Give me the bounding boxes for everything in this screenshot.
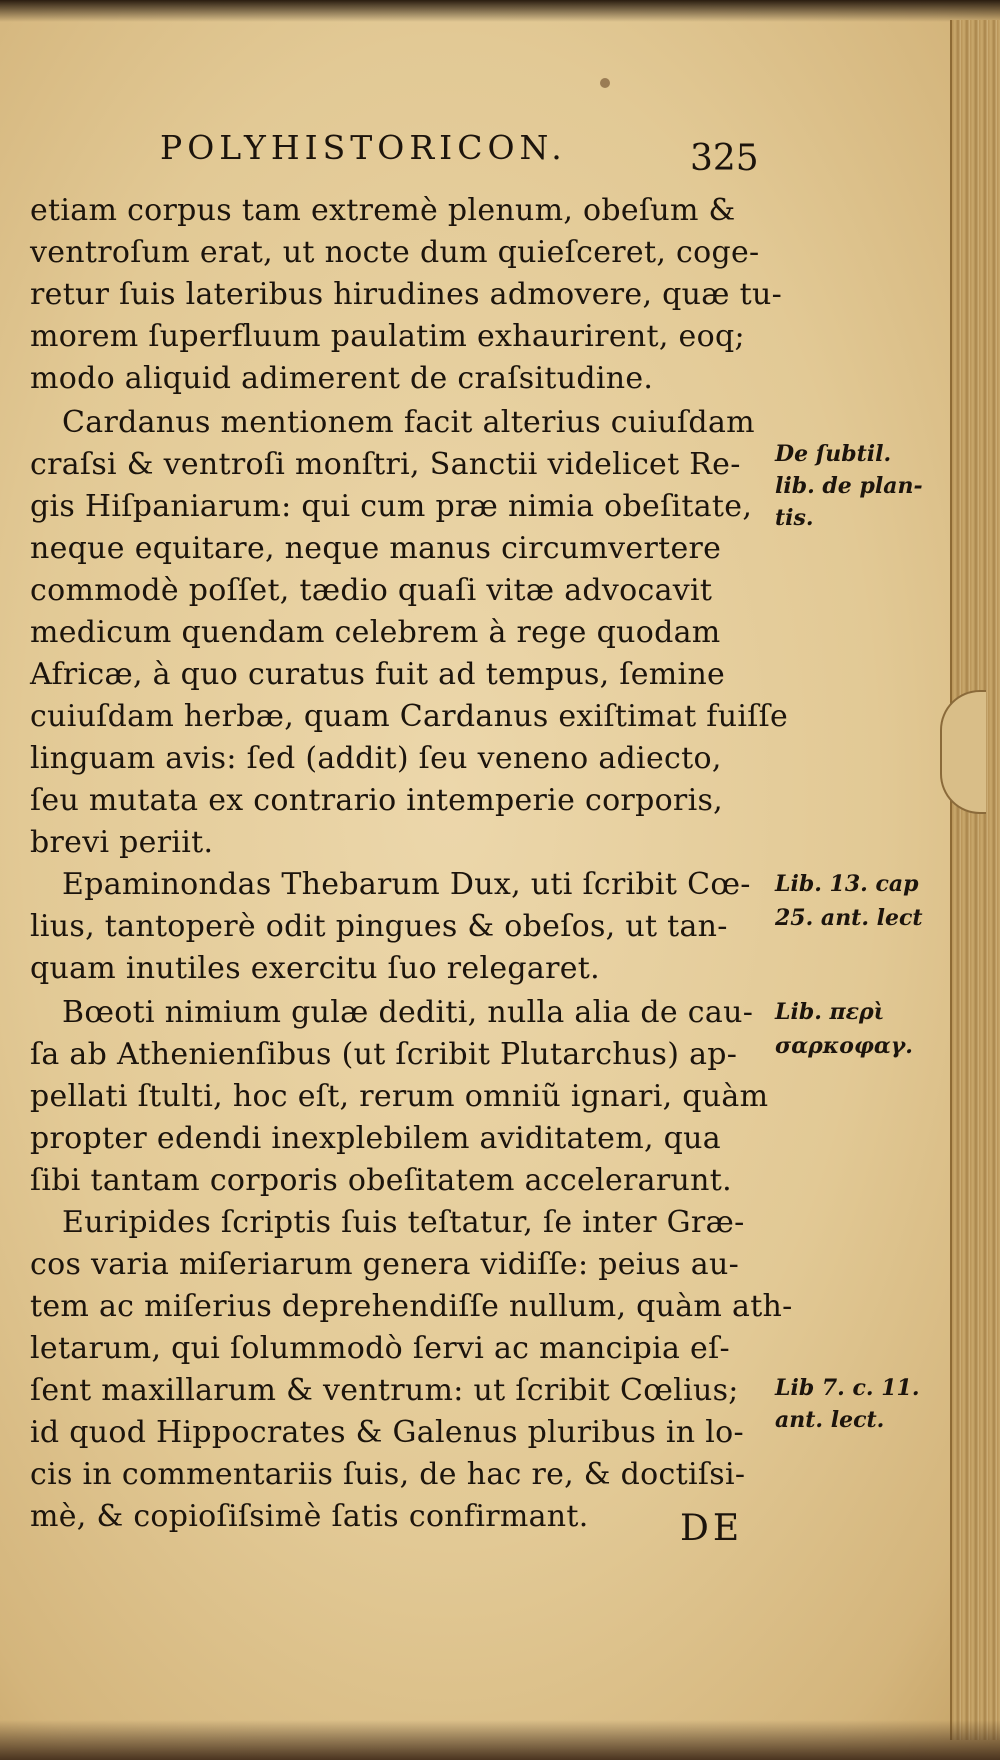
text-line: ſibi tantam corporis obeſitatem accelerarunt.: [30, 1163, 732, 1198]
margin-note: Lib. 13. cap: [775, 871, 919, 897]
text-line: linguam avis: ſed (addit) ſeu veneno adiecto,: [30, 741, 722, 776]
margin-note: σαρκοφαγ.: [775, 1033, 913, 1059]
margin-note: Lib. περὶ: [775, 999, 885, 1025]
text-line: pellati ſtulti, hoc eſt, rerum omniũ ignari, quàm: [30, 1079, 769, 1114]
page-number: 325: [690, 138, 759, 179]
text-line: lius, tantoperè odit pingues & obeſos, ut tan-: [30, 909, 728, 944]
text-line: cuiuſdam herbæ, quam Cardanus exiſtimat fuiſſe: [30, 699, 789, 734]
text-line: commodè poſſet, tædio quaſi vitæ advocavit: [30, 573, 713, 608]
margin-note: Lib 7. c. 11.: [775, 1375, 920, 1401]
text-line: id quod Hippocrates & Galenus pluribus in lo-: [30, 1415, 744, 1450]
paragraph-start: Epaminondas Thebarum Dux, uti ſcribit Cœ-: [62, 867, 751, 902]
text-line: ventroſum erat, ut nocte dum quieſceret, coge-: [30, 235, 760, 270]
text-line: mè, & copioſiſsimè ſatis confirmant.: [30, 1499, 589, 1534]
text-line: tem ac miſerius deprehendiſſe nullum, quàm ath-: [30, 1289, 793, 1324]
text-line: etiam corpus tam extremè plenum, obeſum &: [30, 193, 736, 228]
margin-note: tis.: [775, 505, 814, 531]
paragraph-start: Euripides ſcriptis ſuis teſtatur, ſe inter Græ-: [62, 1205, 745, 1240]
page-clip: [940, 690, 986, 814]
margin-note: ant. lect.: [775, 1407, 885, 1433]
paragraph-start: Cardanus mentionem facit alterius cuiuſdam: [62, 405, 755, 440]
margin-note: lib. de plan-: [775, 473, 923, 499]
text-line: ſeu mutata ex contrario intemperie corporis,: [30, 783, 724, 818]
text-line: gis Hiſpaniarum: qui cum præ nimia obeſitate,: [30, 489, 753, 524]
margin-note: 25. ant. lect: [775, 905, 923, 931]
text-line: morem ſuperfluum paulatim exhaurirent, eoq;: [30, 319, 745, 354]
text-line: cis in commentariis ſuis, de hac re, & doctiſsi-: [30, 1457, 746, 1492]
page-fore-edge: [950, 20, 1000, 1740]
catchword: DE: [680, 1508, 744, 1549]
text-line: medicum quendam celebrem à rege quodam: [30, 615, 721, 650]
text-line: modo aliquid adimerent de craſsitudine.: [30, 361, 654, 396]
text-line: cos varia miſeriarum genera vidiſſe: peius au-: [30, 1247, 740, 1282]
text-line: ſent maxillarum & ventrum: ut ſcribit Cœlius;: [30, 1373, 739, 1408]
top-edge-shadow: [0, 0, 1000, 22]
margin-note: De ſubtil.: [775, 441, 892, 467]
text-line: craſsi & ventroſi monſtri, Sanctii videlicet Re-: [30, 447, 741, 482]
running-title: POLYHISTORICON.: [160, 128, 567, 167]
paragraph-start: Bœoti nimium gulæ dediti, nulla alia de cau-: [62, 995, 754, 1030]
text-line: brevi periit.: [30, 825, 214, 860]
text-line: propter edendi inexplebilem aviditatem, qua: [30, 1121, 721, 1156]
text-line: retur ſuis lateribus hirudines admovere, quæ tu-: [30, 277, 783, 312]
text-line: letarum, qui ſolummodò ſervi ac mancipia eſ-: [30, 1331, 730, 1366]
text-line: Africæ, à quo curatus fuit ad tempus, ſemine: [30, 657, 726, 692]
text-line: neque equitare, neque manus circumvertere: [30, 531, 722, 566]
ink-spot: [600, 78, 610, 88]
text-line: ſa ab Athenienſibus (ut ſcribit Plutarchus) ap-: [30, 1037, 738, 1072]
bottom-edge-shadow: [0, 1720, 1000, 1760]
text-line: quam inutiles exercitu ſuo relegaret.: [30, 951, 600, 986]
